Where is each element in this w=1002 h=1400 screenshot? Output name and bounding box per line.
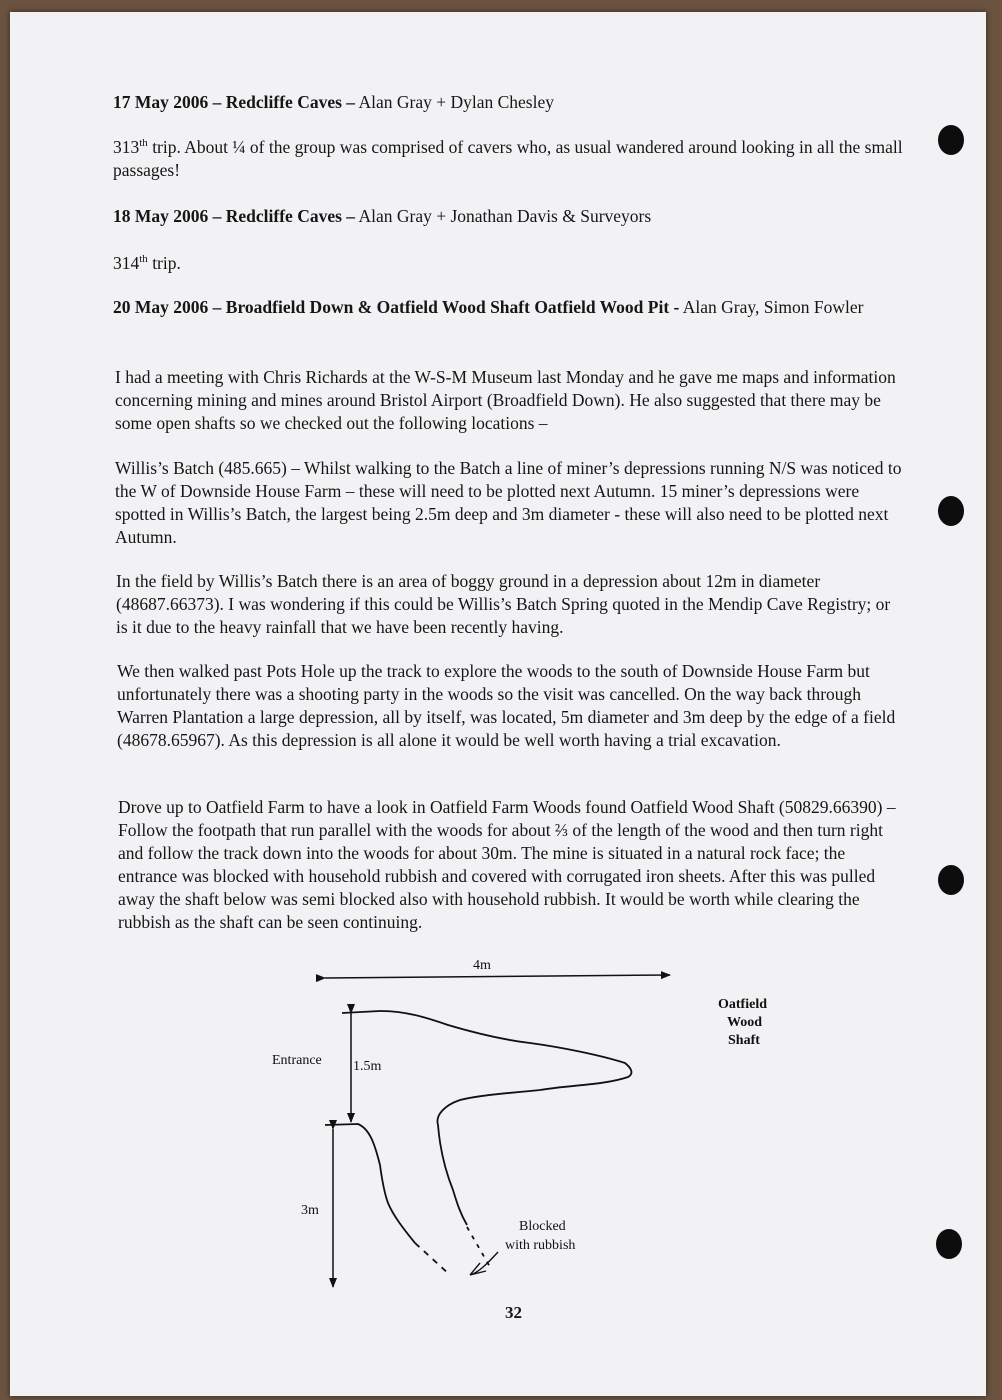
shaft-continuation-dashed: [415, 1243, 450, 1275]
body-paragraph: Drove up to Oatfield Farm to have a look in Oatfield Farm Woods found Oatfield Wood Shaft (50829.66390) – Follow the footpath that run parallel with the woods for about ⅔ of the length of the wood and then turn right and follow the track down into the woods for about 30m. The mine is situated in a natural rock face; the entrance was blocked with household rubbish and covered with corrugated iron sheets. After this was pulled away the shaft below was semi blocked also with household rubbish. It would be worth while clearing the rubbish as the shaft can be seen continuing.: [118, 797, 896, 932]
trip-text: trip.: [147, 253, 181, 273]
punch-hole: [938, 496, 964, 526]
page-number: 32: [505, 1303, 522, 1322]
body-paragraph: I had a meeting with Chris Richards at the W-S-M Museum last Monday and he gave me maps and information concerning mining and mines around Bristol Airport (Broadfield Down). He also suggested that there may be some open shafts so we checked out the following locations –: [115, 367, 896, 433]
width-dimension-arrow: [325, 975, 670, 978]
entry-date-title: 17 May 2006 – Redcliffe Caves –: [113, 92, 356, 112]
body-paragraph: Willis’s Batch (485.665) – Whilst walking to the Batch a line of miner’s depressions running N/S was noticed to the W of Downside House Farm – these will need to be plotted next Autumn. 15 miner’s depressions were spotted in Willis’s Batch, the largest being 2.5m deep and 3m diameter - these will also need to be plotted next Autumn.: [115, 458, 902, 547]
shaft-continuation-dashed: [467, 1227, 490, 1267]
entry-people: Alan Gray + Jonathan Davis & Surveyors: [355, 206, 652, 226]
entry-people: Alan Gray, Simon Fowler: [679, 297, 864, 317]
cave-floor-outline: [325, 1124, 415, 1243]
shaft-diagram: [230, 945, 790, 1295]
diagram-title-line: Oatfield: [718, 997, 767, 1012]
entrance-label: Entrance: [272, 1053, 322, 1068]
entry-heading: [113, 296, 873, 319]
entry-body: [113, 136, 903, 182]
entry-body: [113, 252, 903, 275]
blocked-label: Blocked: [519, 1219, 566, 1234]
entry-heading: [113, 205, 903, 228]
shaft-depth-label: 3m: [301, 1203, 319, 1218]
trip-number: 314: [113, 253, 140, 273]
trip-suffix: th: [139, 253, 148, 266]
trip-text: trip. About ¼ of the group was comprised of cavers who, as usual wandered around looking in all the small passages!: [113, 137, 903, 180]
body-paragraph: We then walked past Pots Hole up the track to explore the woods to the south of Downside House Farm but unfortunately there was a shooting party in the woods so the visit was cancelled. On the way back through Warren Plantation a large depression, all by itself, was located, 5m diameter and 3m deep by the edge of a field (48678.65967). As this depression is all alone it would be well worth having a trial excavation.: [117, 661, 896, 750]
diagram-title-line: Shaft: [728, 1033, 760, 1048]
entrance-depth-label: 1.5m: [353, 1059, 382, 1074]
entry-date-title: 20 May 2006 – Broadfield Down & Oatfield Wood Shaft Oatfield Wood Pit -: [113, 297, 680, 317]
blocked-label: with rubbish: [505, 1238, 576, 1253]
entry-date-title: 18 May 2006 – Redcliffe Caves –: [113, 206, 356, 226]
body-paragraph: In the field by Willis’s Batch there is an area of boggy ground in a depression about 12m in diameter (48687.66373). I was wondering if this could be Willis’s Batch Spring quoted in the Mendip Cave Registry; or is it due to the heavy rainfall that we have been recently having.: [116, 571, 891, 637]
entry-people: Alan Gray + Dylan Chesley: [355, 92, 554, 112]
punch-hole: [936, 1229, 962, 1259]
punch-hole: [938, 125, 964, 155]
punch-hole: [938, 865, 964, 895]
entry-heading: [113, 91, 903, 114]
trip-number: 313: [113, 137, 140, 157]
trip-suffix: th: [139, 137, 148, 150]
width-label: 4m: [473, 958, 491, 973]
diagram-title-line: Wood: [727, 1015, 763, 1030]
